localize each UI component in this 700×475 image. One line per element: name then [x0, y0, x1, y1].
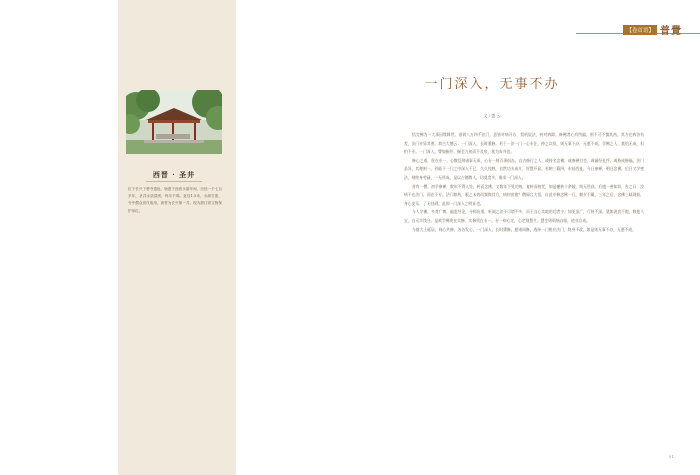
section-label: 【卷首语】 — [623, 25, 657, 35]
article-paragraph: 修心之道，贵在专一。心散乱则诸事无成，心专一则百事俱办。自古修行之人，或持名念佛，或参禅打坐，或诵经礼忏，或持戒修福。法门虽异，其理则一。若能于一门之中深入不已，久久纯熟，自然功夫成片，智慧开显。若朝三暮四，东拈西扯，今日参禅，明日念佛，后日又学密法，则终身劳碌，一无所成。是以古德教人，切莫贪多，唯求一门深入。 — [404, 157, 644, 180]
article-paragraph: 今值大士诞辰，同心共修，各各发心，一门深入，长时熏修。愿诸同修，选择一门相应法门，终身不改，如是则无事不办，无愿不成。 — [412, 226, 637, 232]
article-paragraph: 昔有一僧，初学参禅，数年不得入处，转而念佛，又数年不见功效，复转而持咒，如是辗转十余载，终无所获。后遇一善知识，告之曰：汝病不在法门，而在不专。法门如药，服之未效而频换其方，病何由愈？僧闻言大悟，自此专修念佛一门，朝夕不辍，三年之后，念佛三昧现前，身心安乐，了无挂碍。此即一门深入之明证也。 — [404, 183, 644, 206]
article-paragraph: 悟完佛为一大事因缘降世，垂训八万四千法门，意皆对病开方，契机说法，药对病除。修佛者心有所偏，则不可不慎其药。其方在病各有差，法门亦异其要。故古大德云：一门深入，长时熏修。若于一法一门一心专注，持之以恒，则无事不办，无愿不成。学佛之人，莫怕无成，但怕不专。一门深入，譬如掘井，掘至九仞而不及泉，犹为弃井也。 — [404, 132, 644, 155]
caption-divider — [146, 181, 202, 182]
magazine-brand: 普覺 — [660, 26, 682, 37]
caption-title: 西晋 · 圣井 — [152, 170, 196, 179]
article-paragraph: 今人学佛，多贪广博，遍览经论，寻师访道，听闻之法不可谓不多，而于自心实地用功者少。知见虽广，行持不深，犹如说食不饱，数他人宝，自无半钱分。是故学佛贵在实修，实修贵在专一。专一则心定，心定则慧生，慧生则烦恼自除，道业自成。 — [404, 209, 644, 223]
article-title: 一门深入，无事不办 — [424, 77, 560, 92]
right-page — [236, 0, 700, 475]
left-margin — [0, 0, 118, 475]
caption-text: 位于长兴下箬寺遗址，始建于西晋永嘉年间，历经一千七百多年，圣井水质清冽，终年不竭。直径1.5米，水源甘甜，寺中僧众世代取用，被誉为长兴第一井。现为浙江省文物保护单位。 — [128, 187, 222, 213]
page-number: 01 — [668, 454, 674, 459]
article-byline: 文 / 盛 云 — [483, 113, 501, 118]
page-header — [623, 22, 682, 37]
side-panel — [118, 0, 236, 475]
article-body — [404, 131, 644, 234]
pavilion-photo — [126, 90, 222, 154]
